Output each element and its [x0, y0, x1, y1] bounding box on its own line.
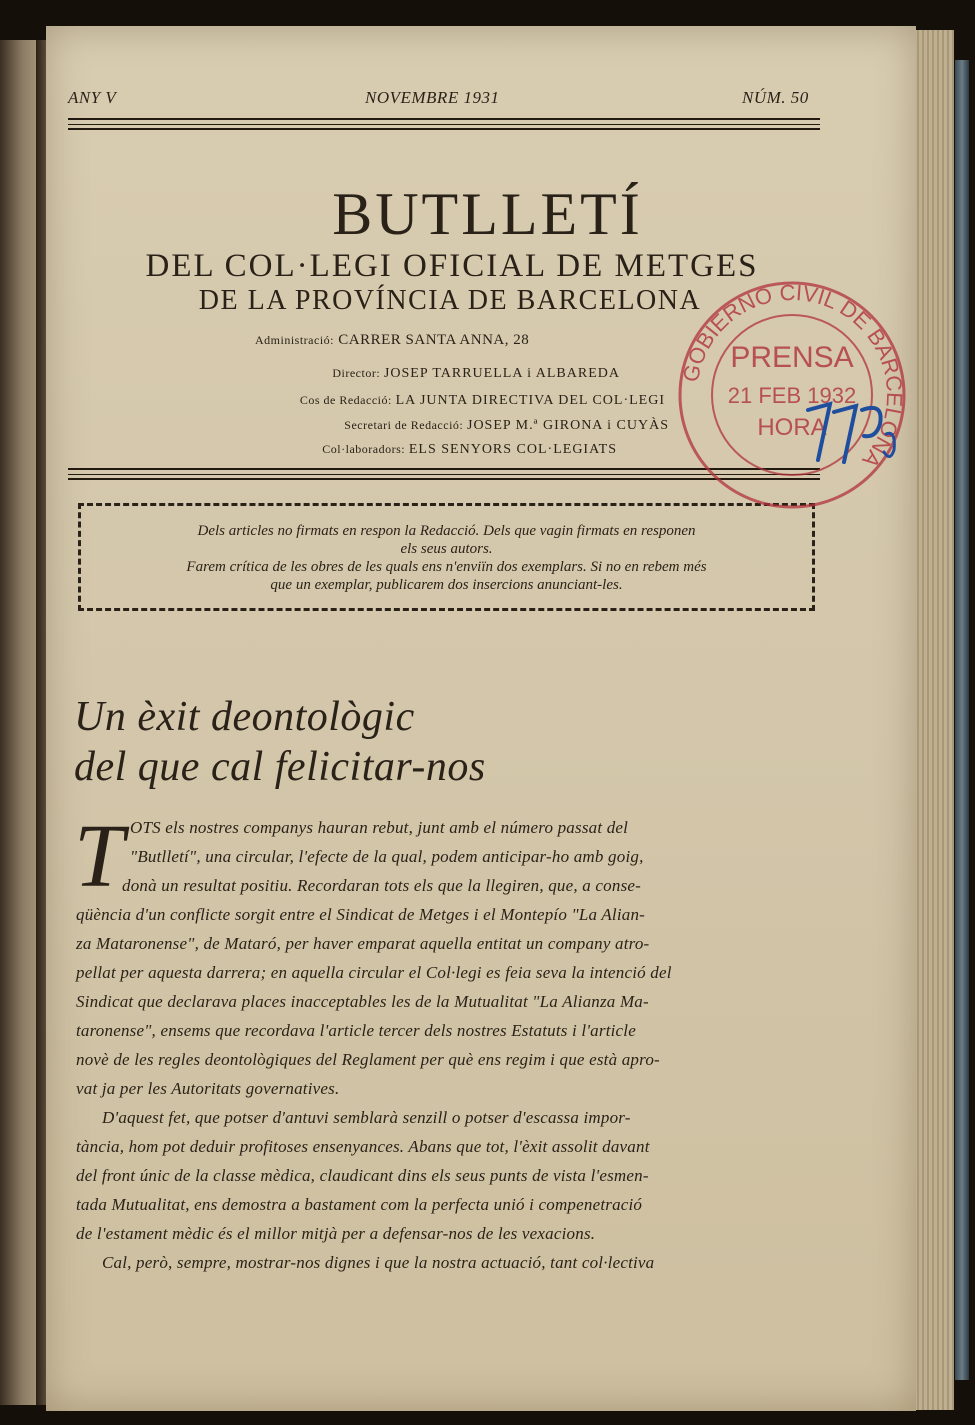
- article-line: novè de les regles deontològiques del Reglament per què ens regim i que està apro-: [76, 1050, 660, 1069]
- ink-stroke: [884, 433, 894, 456]
- article-line: de l'estament mèdic és el millor mitjà per a defensar-nos de les vexacions.: [76, 1224, 596, 1243]
- stamp-word: PRENSA: [730, 341, 854, 374]
- binder-clip: [955, 60, 969, 1380]
- ink-stroke: [808, 404, 881, 462]
- notice-line: Dels articles no firmats en respon la Redacció. Dels que vagin firmats en responen: [197, 523, 696, 539]
- staff-label: Secretari de Redacció:: [344, 418, 464, 432]
- notice-line: Farem crítica de les obres de les quals ens n'enviïn dos exemplars. Si no en rebem més: [186, 559, 707, 575]
- stamp-date: 21 FEB 1932: [727, 383, 857, 408]
- article-line: tada Mutualitat, ens demostra a bastament com la perfecta unió i compenetració: [76, 1195, 643, 1214]
- notice-line: que un exemplar, publicarem dos insercions anunciant-les.: [270, 577, 623, 593]
- article-line: donà un resultat positiu. Recordaran tots els que la llegiren, que, a conse-: [122, 876, 641, 895]
- article-line: del front únic de la classe mèdica, claudicant dins els seus punts de vista l'esmen-: [76, 1166, 649, 1185]
- staff-value: ELS SENYORS COL·LEGIATS: [408, 442, 617, 457]
- article-dropcap: T: [74, 807, 125, 906]
- staff-label: Col·laboradors:: [322, 442, 406, 456]
- stamp-hour: HORA: [757, 414, 827, 441]
- article-line: Sindicat que declarava places inacceptables les de la Mutualitat "La Alianza Ma-: [76, 992, 649, 1011]
- article-line: D'aquest fet, que potser d'antuvi semblarà senzill o potser d'escassa impor-: [102, 1108, 631, 1127]
- issue-date: NOVEMBRE 1931: [365, 88, 500, 107]
- notice-line: els seus autors.: [400, 541, 493, 557]
- article-line: za Mataronense", de Mataró, per haver emparat aquella entitat un company atro-: [76, 934, 650, 953]
- editorial-notice-box: [78, 503, 815, 611]
- administration-label: Administració:: [255, 333, 334, 347]
- staff-row-secretary: [344, 417, 669, 434]
- staff-value: JOSEP TARRUELLA i ALBAREDA: [383, 366, 620, 381]
- volume-label: ANY V: [68, 88, 117, 107]
- article-line: vat ja per les Autoritats governatives.: [76, 1079, 340, 1098]
- staff-label: Director:: [332, 366, 381, 380]
- article-line: Cal, però, sempre, mostrar-nos dignes i que la nostra actuació, tant col·lectiva: [102, 1253, 655, 1272]
- journal-title: BUTLLETÍ: [332, 181, 643, 247]
- administration-line: [255, 332, 529, 349]
- staff-row-editorial-board: [300, 392, 665, 409]
- masthead-rule-top: [68, 118, 820, 120]
- staff-value: LA JUNTA DIRECTIVA DEL COL·LEGI: [395, 393, 665, 408]
- article-heading-line-1: Un èxit deontològic: [74, 694, 415, 740]
- journal-subtitle-1: DEL COL·LEGI OFICIAL DE METGES: [145, 248, 759, 284]
- staff-row-collaborators: [322, 441, 617, 458]
- article-line: "Butlletí", una circular, l'efecte de la qual, podem anticipar-ho amb goig,: [130, 847, 644, 866]
- article-heading-line-2: del que cal felicitar-nos: [74, 744, 486, 790]
- issue-number: NÚM. 50: [742, 88, 809, 107]
- article-line: pellat per aquesta darrera; en aquella circular el Col·legi es feia seva la intenció del: [76, 963, 672, 982]
- article-line: qüència d'un conflicte sorgit entre el Sindicat de Metges i el Montepío "La Alian-: [76, 905, 646, 924]
- staff-label: Cos de Redacció:: [299, 393, 392, 407]
- article-line: tància, hom pot deduir profitoses ensenyances. Abans que tot, l'èxit assolit davant: [76, 1137, 650, 1156]
- article-line: taronense", ensems que recordava l'article tercer dels nostres Estatuts i l'article: [76, 1021, 636, 1040]
- masthead-rule-mid: [68, 124, 820, 125]
- staff-value: JOSEP M.ª GIRONA i CUYÀS: [467, 418, 669, 433]
- stamp-ring-text: GOBIERNO CIVIL DE BARCELONA: [677, 279, 908, 473]
- staff-row-director: [332, 365, 620, 382]
- administration-address: CARRER SANTA ANNA, 28: [338, 332, 530, 348]
- article-line: OTS els nostres companys hauran rebut, junt amb el número passat del: [130, 818, 629, 837]
- journal-subtitle-2: DE LA PROVÍNCIA DE BARCELONA: [198, 285, 702, 316]
- masthead-rule-bottom: [68, 128, 820, 130]
- handwritten-ink-mark: [800, 390, 910, 470]
